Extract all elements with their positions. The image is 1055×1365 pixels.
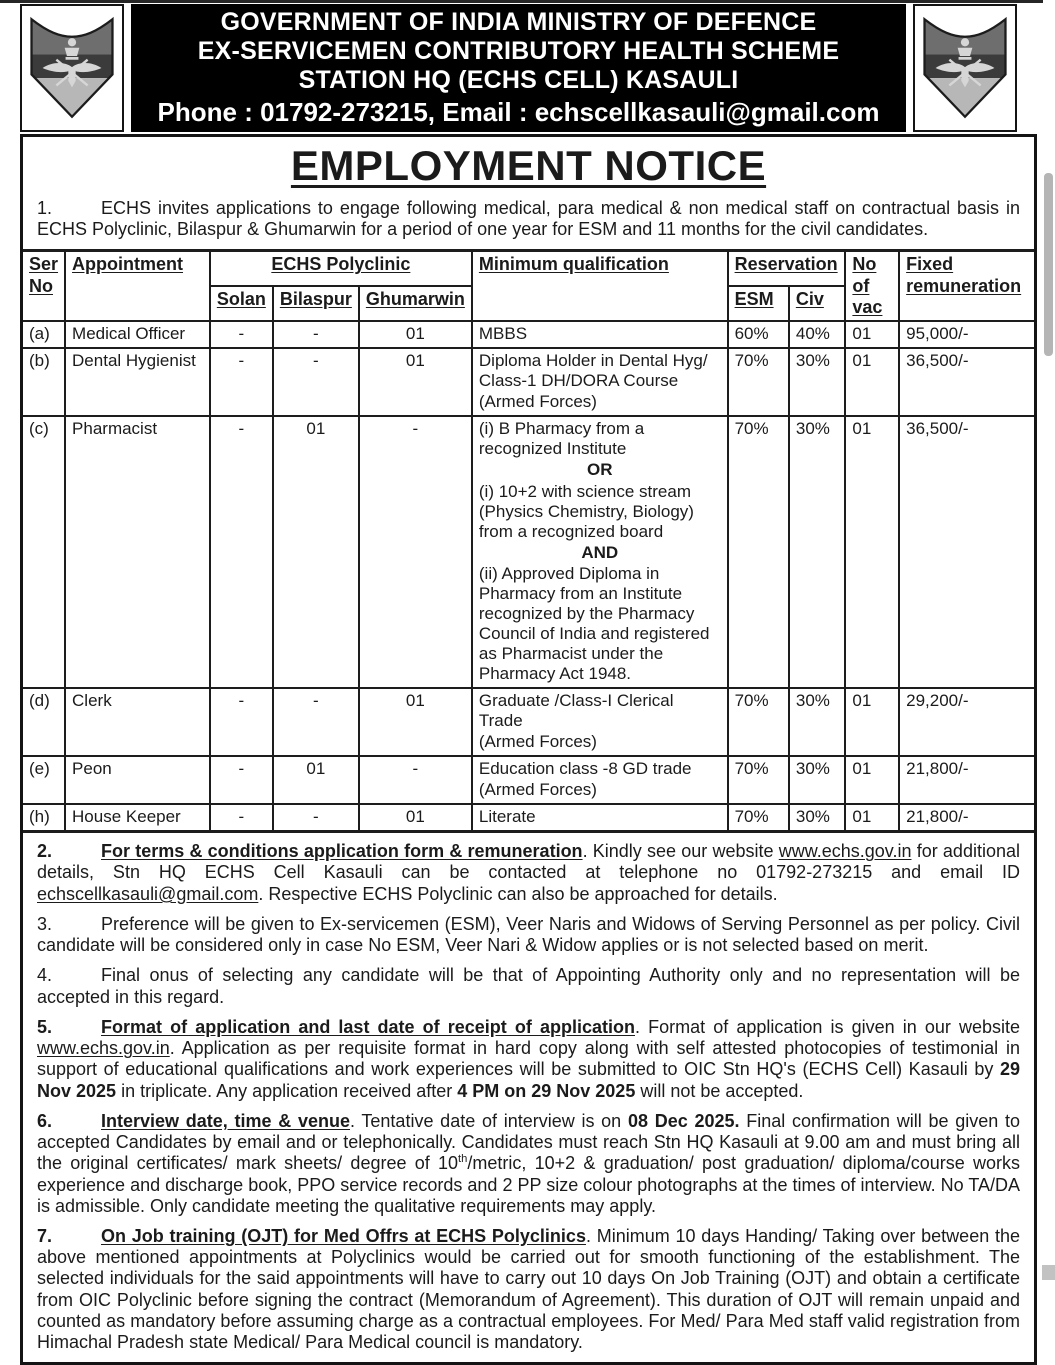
cell-ser-no: (e) xyxy=(23,756,65,804)
paragraph-number: 6. xyxy=(37,1110,53,1131)
cell-civ: 30% xyxy=(789,688,846,756)
banner-line-govt: GOVERNMENT OF INDIA MINISTRY OF DEFENCE xyxy=(220,8,817,37)
text-segment: On Job training (OJT) for Med Offrs at ECHS Polyclinics xyxy=(101,1226,586,1246)
notice-paragraph xyxy=(37,914,1020,956)
notice-paragraphs xyxy=(23,841,1034,1353)
col-reservation-esm: ESM xyxy=(728,286,789,321)
col-no-of-vac: No of vac xyxy=(845,251,899,321)
notice-paragraph xyxy=(37,1017,1020,1102)
cell-ser-no: (h) xyxy=(23,804,65,832)
cell-qualification: Literate xyxy=(472,804,728,832)
banner-line-station: STATION HQ (ECHS CELL) KASAULI xyxy=(298,66,739,95)
notice-paragraph xyxy=(37,841,1020,905)
text-segment: For terms & conditions application form & remuneration xyxy=(101,841,583,862)
right-emblem-box xyxy=(913,4,1017,132)
cell-vacancies: 01 xyxy=(845,321,899,348)
table-row xyxy=(23,804,1034,832)
banner-contact-line: Phone : 01792-273215, Email : echscellkasauli@gmail.com xyxy=(157,97,880,128)
cell-qualification: MBBS xyxy=(472,321,728,348)
notice-paragraph xyxy=(37,198,1020,240)
cell-civ: 30% xyxy=(789,348,846,416)
header-banner xyxy=(131,4,906,132)
text-segment: . Minimum 10 days Handing/ Taking over between the above mentioned appointments at Polyclinics would be carried out for smooth functioning of the establishment. The selected individuals for the said appointments will have to carry out 10 days On Job Training (OJT) and obtain a certificate from OIC Polyclinic before signing the contract (Memorandum of Agreement). This duration of OJT will remain unpaid and counted as mandatory before assuming charge as a contractual employees. For Med/ Para Med staff valid registration from Himachal Pradesh state Medical/ Para Medical council is mandatory. xyxy=(37,1226,1021,1353)
col-polyclinic-bilaspur: Bilaspur xyxy=(273,286,359,321)
notice-paragraph xyxy=(37,1226,1020,1353)
vacancy-table-header xyxy=(23,251,1034,321)
cell-ghumarwin: - xyxy=(359,756,472,804)
vacancy-table-body xyxy=(23,321,1034,832)
text-segment: for additional details, Stn HQ ECHS Cell Kasauli can be contacted at telephone no 01792-273215 and email ID xyxy=(37,841,1020,883)
cell-vacancies: 01 xyxy=(845,416,899,688)
notice-body xyxy=(20,134,1037,1365)
cell-ser-no: (a) xyxy=(23,321,65,348)
cell-bilaspur: - xyxy=(273,321,359,348)
cell-esm: 70% xyxy=(728,804,789,832)
col-polyclinic-solan: Solan xyxy=(210,286,273,321)
text-segment: 29 Nov 2025 xyxy=(37,1059,1020,1101)
left-emblem-box xyxy=(20,4,124,132)
cell-qualification: Graduate /Class-I Clerical Trade (Armed Forces) xyxy=(472,688,728,756)
col-group-reservation: Reservation xyxy=(728,251,846,286)
paragraph-number: 5. xyxy=(37,1016,53,1037)
cell-remuneration: 36,500/- xyxy=(899,348,1034,416)
vacancy-table xyxy=(23,249,1034,833)
text-segment: th xyxy=(458,1153,468,1166)
cell-vacancies: 01 xyxy=(845,688,899,756)
text-segment: Final confirmation will be given to accepted Candidates by email and or telephonically. Candidates must reach Stn HQ Kasauli at 9.00 am and must bring all the original certificates/ mark sheets/ degree of 10 xyxy=(37,1110,1021,1174)
cell-remuneration: 95,000/- xyxy=(899,321,1034,348)
text-segment: Interview date, time & venue xyxy=(101,1110,350,1131)
text-segment: in triplicate. Any application received after xyxy=(116,1080,458,1101)
text-segment: /metric, 10+2 & graduation/ post graduation/ diploma/course works experience and discharge book, PPO service records and 2 PP size colour photographs at the times of interview. No TA/DA is admissible. Only candidate meeting the qualitative requirements may apply. xyxy=(37,1153,1020,1216)
cell-vacancies: 01 xyxy=(845,804,899,832)
col-fixed-remuneration: Fixed remuneration xyxy=(899,251,1034,321)
cell-remuneration: 29,200/- xyxy=(899,688,1034,756)
cell-esm: 70% xyxy=(728,416,789,688)
text-segment: Final onus of selecting any candidate will be that of Appointing Authority only and no representation will be accepted in this regard. xyxy=(37,965,1020,1007)
cell-ghumarwin: 01 xyxy=(359,321,472,348)
paragraph-number: 4. xyxy=(37,965,53,986)
cell-appointment: Clerk xyxy=(65,688,210,756)
cell-remuneration: 21,800/- xyxy=(899,804,1034,832)
text-segment: 4 PM on 29 Nov 2025 xyxy=(457,1080,636,1101)
cell-esm: 60% xyxy=(728,321,789,348)
cell-vacancies: 01 xyxy=(845,348,899,416)
col-reservation-civ: Civ xyxy=(789,286,846,321)
army-crest-icon xyxy=(26,12,118,124)
col-appointment: Appointment xyxy=(65,251,210,321)
cell-solan: - xyxy=(210,321,273,348)
cell-bilaspur: - xyxy=(273,688,359,756)
cell-ghumarwin: 01 xyxy=(359,688,472,756)
banner-line-scheme: EX-SERVICEMEN CONTRIBUTORY HEALTH SCHEME xyxy=(197,37,840,66)
cell-bilaspur: - xyxy=(273,348,359,416)
cell-bilaspur: 01 xyxy=(273,756,359,804)
cell-qualification: (i) B Pharmacy from a recognized Institute OR (i) 10+2 with science stream (Physics Chemistry, Biology) from a recognized board AND (ii) Approved Diploma in Pharmacy from an Institute recognized by the Pharmacy Council of India and registered as Pharmacist under the Pharmacy Act 1948. xyxy=(472,416,728,688)
inline-link-text: echscellkasauli@gmail.com xyxy=(37,883,259,904)
cell-appointment: Peon xyxy=(65,756,210,804)
cell-civ: 40% xyxy=(789,321,846,348)
cell-ghumarwin: 01 xyxy=(359,804,472,832)
cell-qualification: Education class -8 GD trade (Armed Forces) xyxy=(472,756,728,804)
cell-ghumarwin: - xyxy=(359,416,472,688)
cell-solan: - xyxy=(210,348,273,416)
army-crest-icon xyxy=(919,12,1011,124)
text-segment: ECHS invites applications to engage following medical, para medical & non medical staff on contractual basis in ECHS Polyclinic, Bilaspur & Ghumarwin for a period of one year for ESM and 11 months for the civil candidates. xyxy=(37,198,1020,240)
col-ser-no: Ser No xyxy=(23,251,65,321)
col-polyclinic-ghumarwin: Ghumarwin xyxy=(359,286,472,321)
table-row xyxy=(23,756,1034,804)
cell-solan: - xyxy=(210,756,273,804)
notice-document xyxy=(20,4,1037,1365)
text-segment: . Tentative date of interview is on xyxy=(350,1110,628,1131)
cell-civ: 30% xyxy=(789,416,846,688)
intro-paragraph-slot xyxy=(23,198,1034,240)
cell-ser-no: (b) xyxy=(23,348,65,416)
cell-appointment: Pharmacist xyxy=(65,416,210,688)
text-segment: . Application as per requisite format in hard copy along with self attested photocopies of testimonial in support of educational qualifications and work experiences will be submitted to OIC Stn HQ's (ECHS Cell) Kasauli by xyxy=(37,1038,1020,1080)
scan-artifact-corner xyxy=(1042,1265,1055,1280)
table-row xyxy=(23,416,1034,688)
cell-civ: 30% xyxy=(789,756,846,804)
paragraph-number: 7. xyxy=(37,1226,53,1246)
cell-appointment: House Keeper xyxy=(65,804,210,832)
cell-appointment: Dental Hygienist xyxy=(65,348,210,416)
cell-vacancies: 01 xyxy=(845,756,899,804)
text-segment: . Respective ECHS Polyclinic can also be approached for details. xyxy=(258,883,778,904)
letterhead xyxy=(20,4,1017,132)
cell-remuneration: 36,500/- xyxy=(899,416,1034,688)
cell-appointment: Medical Officer xyxy=(65,321,210,348)
cell-esm: 70% xyxy=(728,756,789,804)
cell-ghumarwin: 01 xyxy=(359,348,472,416)
text-segment: . Format of application is given in our website xyxy=(634,1016,1020,1037)
inline-link-text: www.echs.gov.in xyxy=(778,841,912,862)
table-row xyxy=(23,321,1034,348)
cell-ser-no: (c) xyxy=(23,416,65,688)
cell-civ: 30% xyxy=(789,804,846,832)
cell-esm: 70% xyxy=(728,688,789,756)
paragraph-number: 2. xyxy=(37,841,53,862)
cell-solan: - xyxy=(210,804,273,832)
cell-bilaspur: 01 xyxy=(273,416,359,688)
col-minimum-qualification: Minimum qualification xyxy=(472,251,728,321)
cell-qualification: Diploma Holder in Dental Hyg/ Class-1 DH/DORA Course (Armed Forces) xyxy=(472,348,728,416)
scrollbar-thumb[interactable] xyxy=(1044,173,1053,356)
notice-paragraph xyxy=(37,1111,1020,1217)
paragraph-number: 1. xyxy=(37,198,53,218)
cell-solan: - xyxy=(210,416,273,688)
notice-paragraph xyxy=(37,965,1020,1007)
scan-artifact-topline xyxy=(0,0,1043,3)
col-group-echs-polyclinic: ECHS Polyclinic xyxy=(210,251,472,286)
cell-esm: 70% xyxy=(728,348,789,416)
text-segment: 08 Dec 2025. xyxy=(627,1110,740,1131)
text-segment: will not be accepted. xyxy=(635,1080,804,1101)
inline-link-text: www.echs.gov.in xyxy=(37,1038,170,1059)
text-segment: Preference will be given to Ex-servicemen (ESM), Veer Naris and Widows of Serving Personnel as per policy. Civil candidate will be considered only in case No ESM, Veer Nari & Widow applies or is not selected based on merit. xyxy=(37,913,1020,956)
cell-bilaspur: - xyxy=(273,804,359,832)
cell-solan: - xyxy=(210,688,273,756)
table-row xyxy=(23,348,1034,416)
table-row xyxy=(23,688,1034,756)
scrollbar-track[interactable] xyxy=(1041,0,1055,1280)
paragraph-number: 3. xyxy=(37,913,53,934)
cell-ser-no: (d) xyxy=(23,688,65,756)
notice-title: EMPLOYMENT NOTICE xyxy=(290,142,767,189)
text-segment: Format of application and last date of receipt of application xyxy=(101,1016,635,1037)
cell-remuneration: 21,800/- xyxy=(899,756,1034,804)
text-segment: . Kindly see our website xyxy=(582,841,779,862)
